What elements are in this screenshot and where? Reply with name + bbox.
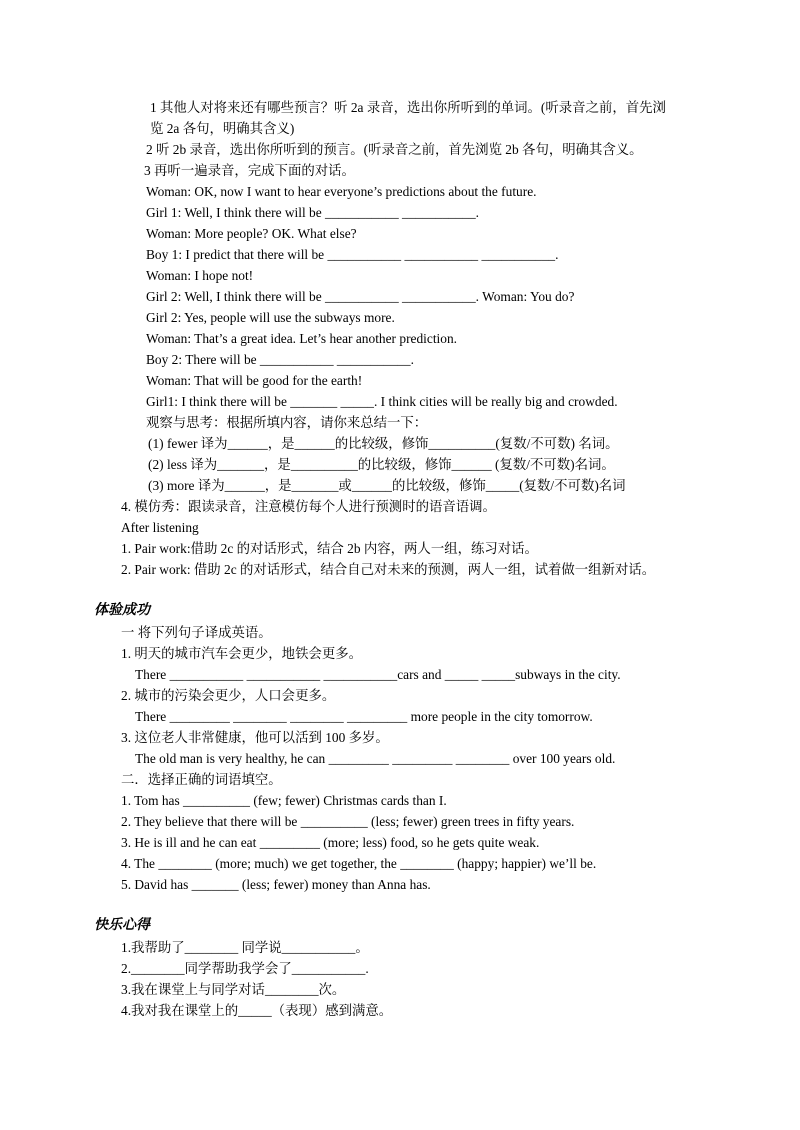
dialogue-line-11: Girl1: I think there will be _______ _____. I think cities will be really big and crowded. <box>146 394 618 409</box>
dialogue-line-2: Girl 1: Well, I think there will be ___________ ___________. <box>146 205 480 220</box>
success-q3-english: The old man is very healthy, he can _________ _________ ________ over 100 years old. <box>135 751 616 766</box>
dialogue-line-10: Woman: That will be good for the earth! <box>146 373 363 388</box>
happy-line-2: 2.________同学帮助我学会了___________. <box>121 961 369 976</box>
summary-less: (2) less 译为_______，是__________的比较级，修饰______ (复数/不可数)名词。 <box>148 457 615 472</box>
listening-line-3: 2 听 2b 录音，选出你所听到的预言。(听录音之前，首先浏览 2b 各句，明确其含义。 <box>146 142 643 157</box>
listening-line-4: 3 再听一遍录音，完成下面的对话。 <box>144 163 355 178</box>
section-success-title: 体验成功 <box>94 603 150 618</box>
success-q3-chinese: 3. 这位老人非常健康，他可以活到 100 多岁。 <box>121 730 389 745</box>
dialogue-line-8: Woman: That’s a great idea. Let’s hear another prediction. <box>146 331 458 346</box>
happy-line-1: 1.我帮助了________ 同学说___________。 <box>121 940 369 955</box>
choice-q3: 3. He is ill and he can eat _________ (more; less) food, so he gets quite weak. <box>121 835 540 850</box>
success-part-one-title: 一 将下列句子译成英语。 <box>121 625 272 640</box>
summary-fewer: (1) fewer 译为______，是______的比较级，修饰__________(复数/不可数) 名词。 <box>148 436 619 451</box>
section-happy-title: 快乐心得 <box>94 918 150 933</box>
pair-work-1: 1. Pair work:借助 2c 的对话形式，结合 2b 内容，两人一组，练习对话。 <box>121 541 538 556</box>
success-q1-english: There ___________ ___________ ___________cars and _____ _____subways in the city. <box>135 667 621 682</box>
choice-q4: 4. The ________ (more; much) we get together, the ________ (happy; happier) we’ll be. <box>121 856 597 871</box>
pair-work-2: 2. Pair work: 借助 2c 的对话形式，结合自己对未来的预测，两人一组，试着做一组新对话。 <box>121 562 656 577</box>
dialogue-line-1: Woman: OK, now I want to hear everyone’s predictions about the future. <box>146 184 537 199</box>
listening-line-2: 览 2a 各句，明确其含义) <box>150 121 295 136</box>
dialogue-line-5: Woman: I hope not! <box>146 268 254 283</box>
dialogue-line-6: Girl 2: Well, I think there will be ___________ ___________. Woman: You do? <box>146 289 575 304</box>
choice-q2: 2. They believe that there will be __________ (less; fewer) green trees in fifty years. <box>121 814 575 829</box>
dialogue-line-4: Boy 1: I predict that there will be ___________ ___________ ___________. <box>146 247 559 262</box>
happy-line-3: 3.我在课堂上与同学对话________次。 <box>121 982 346 997</box>
imitation-line: 4. 模仿秀：跟读录音，注意模仿每个人进行预测时的语音语调。 <box>121 499 496 514</box>
dialogue-line-3: Woman: More people? OK. What else? <box>146 226 357 241</box>
success-q2-chinese: 2. 城市的污染会更少，人口会更多。 <box>121 688 336 703</box>
happy-line-4: 4.我对我在课堂上的_____（表现）感到满意。 <box>121 1003 393 1018</box>
choice-q5: 5. David has _______ (less; fewer) money than Anna has. <box>121 877 431 892</box>
listening-line-1: 1 其他人对将来还有哪些预言？听 2a 录音，选出你所听到的单词。(听录音之前，首先浏 <box>150 100 666 115</box>
dialogue-line-7: Girl 2: Yes, people will use the subways more. <box>146 310 395 325</box>
success-q1-chinese: 1. 明天的城市汽车会更少，地铁会更多。 <box>121 646 363 661</box>
success-q2-english: There _________ ________ ________ _________ more people in the city tomorrow. <box>135 709 593 724</box>
after-listening-label: After listening <box>121 520 199 535</box>
choice-q1: 1. Tom has __________ (few; fewer) Christmas cards than I. <box>121 793 447 808</box>
observe-think-line: 观察与思考：根据所填内容，请你来总结一下： <box>146 415 428 430</box>
dialogue-line-9: Boy 2: There will be ___________ ___________. <box>146 352 414 367</box>
success-part-two-title: 二．选择正确的词语填空。 <box>121 772 282 787</box>
summary-more: (3) more 译为______，是_______或______的比较级，修饰_____(复数/不可数)名词 <box>148 478 626 493</box>
